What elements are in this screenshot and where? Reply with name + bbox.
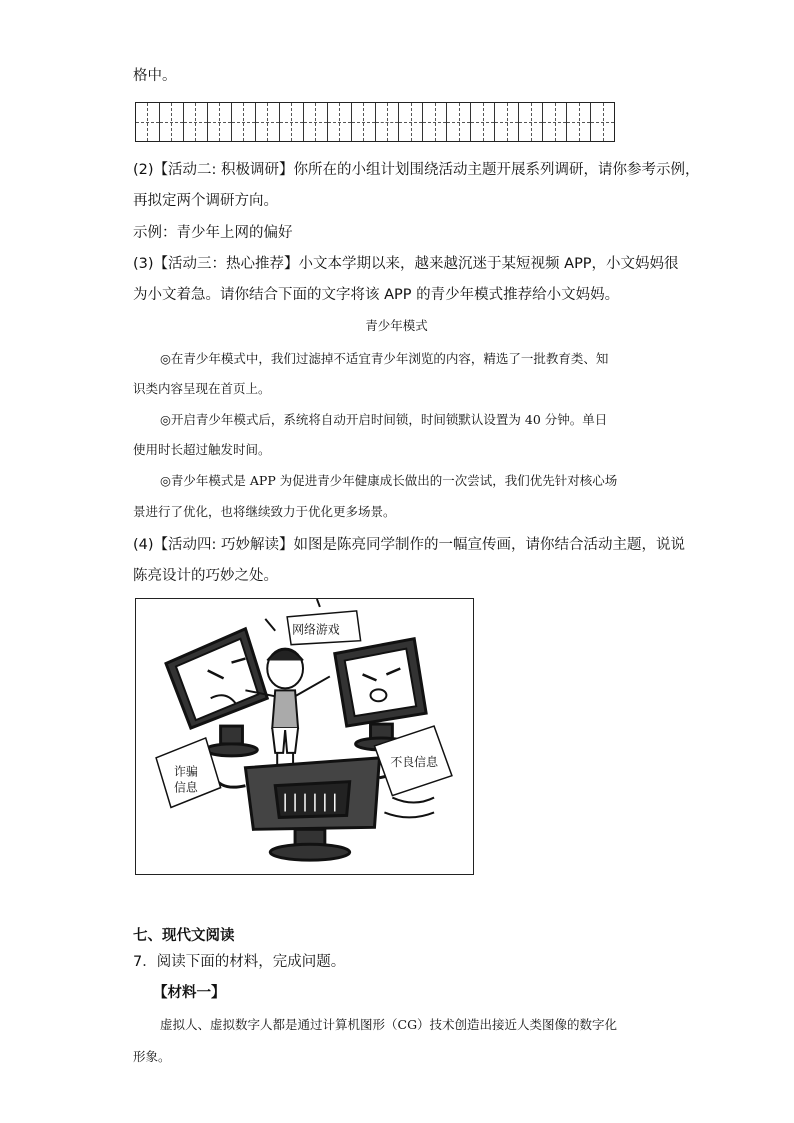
grid-cell[interactable]	[376, 103, 400, 141]
grid-cell[interactable]	[591, 103, 614, 141]
passage-p3a: ◎青少年模式是 APP 为促进青少年健康成长做出的一次尝试，我们优先针对核心场	[160, 473, 618, 488]
passage-p1b: 识类内容呈现在首页上。	[133, 381, 271, 396]
bad-label: 不良信息	[390, 754, 439, 769]
passage-p3b: 景进行了优化，也将继续致力于优化更多场景。	[133, 504, 396, 519]
grid-cell[interactable]	[208, 103, 232, 141]
fraud-label-2: 信息	[173, 780, 198, 795]
grid-cell[interactable]	[471, 103, 495, 141]
section7-heading: 七、现代文阅读	[133, 928, 235, 944]
q2-example: 示例：青少年上网的偏好	[133, 225, 293, 241]
grid-cell[interactable]	[256, 103, 280, 141]
q2-line2: 再拟定两个调研方向。	[133, 193, 278, 209]
material-title: 【材料一】	[153, 985, 226, 1001]
q3-line2: 为小文着急。请你结合下面的文字将该 APP 的青少年模式推荐给小文妈妈。	[133, 287, 620, 303]
game-label: 网络游戏	[292, 622, 340, 637]
grid-cell[interactable]	[399, 103, 423, 141]
grid-cell[interactable]	[328, 103, 352, 141]
material-p1a: 虚拟人、虚拟数字人都是通过计算机图形（CG）技术创造出接近人类图像的数字化	[160, 1017, 618, 1032]
grid-cell[interactable]	[160, 103, 184, 141]
grid-cell[interactable]	[352, 103, 376, 141]
grid-cell[interactable]	[447, 103, 471, 141]
grid-cell[interactable]	[184, 103, 208, 141]
grid-cell[interactable]	[280, 103, 304, 141]
q4-line1: (4)【活动四: 巧妙解读】如图是陈亮同学制作的一幅宣传画，请你结合活动主题，说说	[133, 537, 686, 553]
top-text: 格中。	[133, 68, 177, 84]
passage-p2b: 使用时长超过触发时间。	[133, 442, 271, 457]
answer-grid[interactable]	[135, 102, 615, 142]
q4-line2: 陈亮设计的巧妙之处。	[133, 568, 278, 584]
illustration-svg	[136, 599, 473, 874]
q3-line1: (3)【活动三：热心推荐】小文本学期以来，越来越沉迷于某短视频 APP，小文妈妈很	[133, 256, 679, 272]
grid-cell[interactable]	[567, 103, 591, 141]
q2-line1: (2)【活动二: 积极调研】你所在的小组计划围绕活动主题开展系列调研，请你参考示例，	[133, 162, 700, 178]
grid-cell[interactable]	[304, 103, 328, 141]
passage-title: 青少年模式	[365, 318, 428, 333]
grid-cell[interactable]	[495, 103, 519, 141]
material-p1b: 形象。	[133, 1049, 171, 1064]
q7-prompt: 7．阅读下面的材料，完成问题。	[133, 954, 346, 970]
grid-cell[interactable]	[423, 103, 447, 141]
grid-cell[interactable]	[232, 103, 256, 141]
grid-cell[interactable]	[136, 103, 160, 141]
sign-game	[287, 611, 360, 645]
grid-cell[interactable]	[519, 103, 543, 141]
passage-p1a: ◎在青少年模式中，我们过滤掉不适宜青少年浏览的内容，精选了一批教育类、知	[160, 351, 609, 366]
passage-p2a: ◎开启青少年模式后，系统将自动开启时间锁，时间锁默认设置为 40 分钟。单日	[160, 412, 608, 427]
propaganda-illustration	[135, 598, 474, 875]
fraud-label-1: 诈骗	[173, 764, 198, 779]
grid-cell[interactable]	[543, 103, 567, 141]
